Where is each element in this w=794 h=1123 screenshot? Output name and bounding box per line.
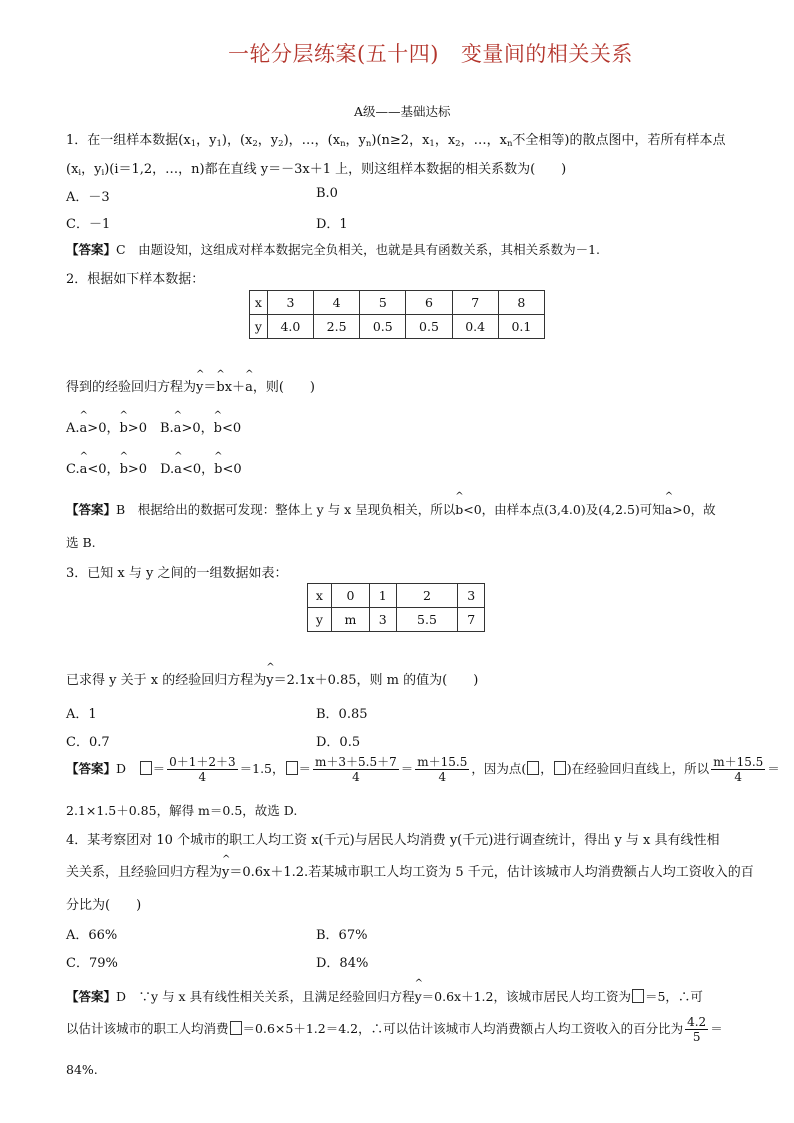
q3-stem: 3．已知 x 与 y 之间的一组数据如表：	[66, 566, 288, 581]
q4-option-a: A．66%	[66, 928, 118, 943]
q3-option-a: A．1	[66, 707, 97, 722]
q1-option-a: A．－3	[66, 190, 110, 205]
q3-option-b: B．0.85	[316, 707, 368, 722]
section-subtitle: A级——基础达标	[354, 104, 451, 119]
q3-answer: 【答案】D ＝ $\frac{0+1+2+3}{4}$ ＝1.5， ＝ $\frac{m+3+5.5+7}{4}$ ＝ $\frac{m+15.5}{4}$ ，因为点( ， )在经验回归直线上，所以 $\frac{m+15.5}{4}$ ＝	[66, 755, 780, 784]
q1-answer: 【答案】C 由题设知，这组成对样本数据完全负相关，也就是具有函数关系，其相关系数为－1.	[66, 242, 601, 257]
q2-options-row1: A.^ a>0，^ b>0 B.^ a>0，^ b<0	[66, 417, 241, 436]
q3-equation-line: 已求得 y 关于 x 的经验回归方程为^ y＝2.1x＋0.85，则 m 的值为( )	[66, 669, 478, 688]
q4-option-d: D．84%	[316, 956, 369, 971]
q4-option-b: B．67%	[316, 928, 368, 943]
table-row: y m 3 5.5 7	[308, 608, 485, 632]
q2-options-row2: C.^ a<0，^ b>0 D.^ a<0，^ b<0	[66, 458, 242, 477]
q2-answer: 【答案】B 根据给出的数据可发现：整体上 y 与 x 呈现负相关，所以^ b<0，由样本点(3,4.0)及(4,2.5)可知^ a>0，故	[66, 500, 716, 518]
q4-answer-line2: 以估计该城市的职工人均消费 ＝0.6×5＋1.2＝4.2，∴可以估计该城市人均消费额占人均工资收入的百分比为 $\frac{4.2}{5}$ ＝	[66, 1015, 723, 1044]
page-title	[228, 38, 633, 68]
q3-answer-line2: 2.1×1.5＋0.85，解得 m＝0.5，故选 D.	[66, 803, 298, 818]
title-main: 一轮分层练案(五十四)	[228, 42, 439, 66]
q1-stem-line1: 1．在一组样本数据($x_1$，$y_1$)，($x_2$，$y_2$)，…，($x_n$，$y_n)(n\ge 2$，$x_1$，$x_2$，…，$x_n$不全相等)的散点图中，若所有样本点	[66, 133, 726, 149]
table-row: x 3 4 5 6 7 8	[250, 291, 545, 315]
q2-answer-line2: 选 B.	[66, 535, 96, 550]
q1-stem-line2: ($x_i$，$y_i)(i=1,2$，…，n)都在直线 y＝－3x＋1 上，则这组样本数据的相关系数为( )	[66, 162, 567, 178]
q4-stem-line2: 关关系，且经验回归方程为^ y＝0.6x＋1.2.若某城市职工人均工资为 5 千元，估计该城市人均消费额占人均工资收入的百	[66, 861, 754, 880]
q3-option-c: C．0.7	[66, 735, 110, 750]
q4-stem-line1: 4．某考察团对 10 个城市的职工人均工资 x(千元)与居民人均消费 y(千元)进行调查统计，得出 y 与 x 具有线性相	[66, 833, 720, 848]
q4-stem-line3: 分比为( )	[66, 898, 142, 913]
q1-option-d: D．1	[316, 217, 348, 232]
q4-answer: 【答案】D ∵y 与 x 具有线性相关关系，且满足经验回归方程^ y＝0.6x＋1.2，该城市居民人均工资为 ＝5，∴可	[66, 987, 703, 1005]
table-row: y 4.0 2.5 0.5 0.5 0.4 0.1	[250, 315, 545, 339]
q3-data-table	[307, 583, 485, 632]
q1-option-b: B.0	[316, 186, 338, 201]
q1-option-c: C．－1	[66, 217, 111, 232]
q4-option-c: C．79%	[66, 956, 118, 971]
q2-stem: 2．根据如下样本数据：	[66, 272, 205, 287]
title-topic: 变量间的相关关系	[460, 42, 633, 66]
table-row: x 0 1 2 3	[308, 584, 485, 608]
q4-answer-line3: 84%.	[66, 1062, 98, 1077]
q2-data-table	[249, 290, 545, 339]
q2-equation-line: 得到的经验回归方程为^ y＝^ bx＋^ a，则( )	[66, 376, 315, 395]
q3-option-d: D．0.5	[316, 735, 361, 750]
